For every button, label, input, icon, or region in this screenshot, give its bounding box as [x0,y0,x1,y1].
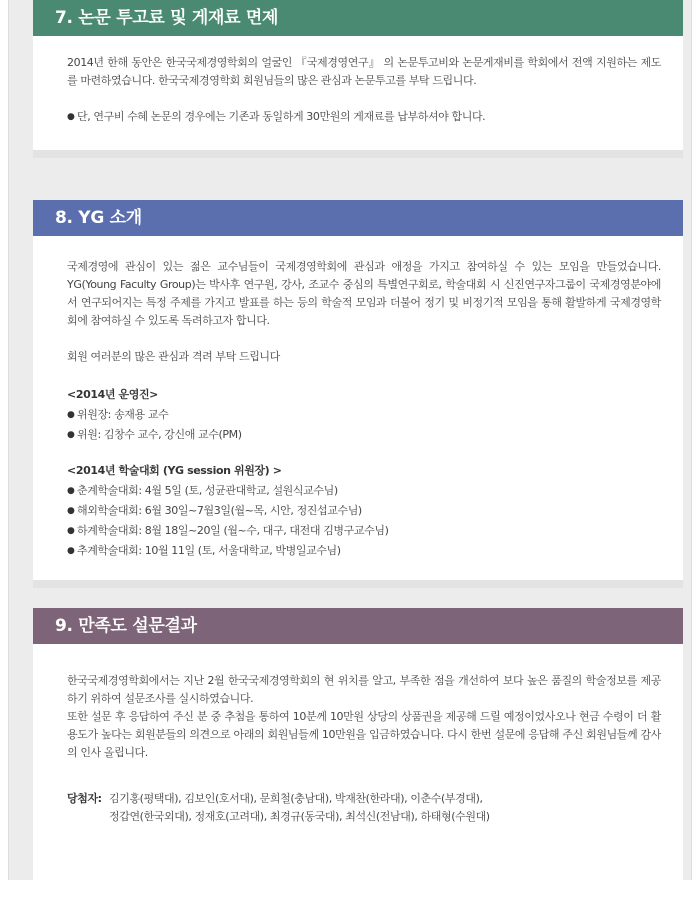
section-yg-intro [33,200,683,588]
section-survey-title: 9. 만족도 설문결과 [33,608,683,644]
newsletter-frame [8,0,692,880]
committee-item: 위원장: 송재용 교수 [77,408,169,421]
section-survey-results [33,608,683,898]
yg-paragraph: 국제경영에 관심이 있는 젊은 교수님들이 국제경영학회에 관심과 애정을 가지고 참여하실 수 있는 모임을 만들었습니다. YG(Young Faculty Group)는 박사후 연구원, 강사, 조교수 중심의 특별연구회로, 학술대회 시 신진연구자그룹이 국제경영분야에서 연구되어지는 특정 주제를 가지고 발표를 하는 등의 학술적 모임과 더불어 정기 및 비정기적 모임을 통해 활발하게 국제경영학회에 참여하실 수 있도록 독려하고자 합니다. [67,260,661,327]
winners-line: 정갑연(한국외대), 정재호(고려대), 최경규(동국대), 최석신(전남대), 하태형(수원대) [109,810,490,823]
list-item [67,522,661,540]
fee-waiver-paragraph: 2014년 한해 동안은 한국국제경영학회의 얼굴인 『국제경영연구』 의 논문투고비와 논문게재비를 학회에서 전액 지원하는 제도를 마련하였습니다. 한국국제경영학회 회원님들의 많은 관심과 논문투고를 부탁 드립니다. [67,56,661,87]
committee-item: 위원: 김창수 교수, 강신애 교수(PM) [77,428,242,441]
bullet-icon: ● [67,546,75,556]
survey-paragraph-2: 또한 설문 후 응답하여 주신 분 중 추첨을 통하여 10분께 10만원 상당의 상품권을 제공해 드릴 예정이었사오나 현금 수령이 더 활용도가 높다는 회원분들의 의견으로 아래의 회원님들께 10만원을 입금하였습니다. 다시 한번 설문에 응답해 주신 회원님들께 감사의 인사 올립니다. [67,710,661,759]
yg-committee-heading: <2014년 운영진> [67,388,158,401]
yg-request: 회원 여러분의 많은 관심과 격려 부탁 드립니다 [67,350,280,363]
section-survey-body [33,644,683,826]
section-fee-waiver-title: 7. 논문 투고료 및 게재료 면제 [33,0,683,36]
list-item [67,406,661,424]
section-fee-waiver [33,0,683,158]
conference-item: 추계학술대회: 10월 11일 (토, 서울대학교, 박병일교수님) [77,544,341,557]
winners-line: 김기홍(평택대), 김보인(호서대), 문희철(충남대), 박재찬(한라대), 이춘수(부경대), [109,792,483,805]
bullet-icon: ● [67,430,75,440]
bullet-icon: ● [67,486,75,496]
winners-label: 당첨자: [67,792,102,805]
section-yg-title: 8. YG 소개 [33,200,683,236]
survey-paragraph-1: 한국국제경영학회에서는 지난 2월 한국국제경영학회의 현 위치를 알고, 부족한 점을 개선하여 보다 높은 품질의 학술정보를 제공하기 위하여 설문조사를 실시하였습니다. [67,674,661,705]
bullet-icon: ● [67,506,75,516]
conference-item: 해외학술대회: 6월 30일~7월3일(월~목, 시안, 정진섭교수님) [77,504,362,517]
bullet-icon: ● [67,112,75,122]
fee-waiver-note [67,108,661,126]
list-item [67,426,661,444]
conference-item: 하계학술대회: 8월 18일~20일 (월~수, 대구, 대전대 김병구교수님) [77,524,389,537]
conference-item: 춘계학술대회: 4월 5일 (토, 성균관대학교, 설원식교수님) [77,484,338,497]
bullet-icon: ● [67,410,75,420]
list-item [67,482,661,500]
list-item [67,502,661,520]
winners-list [67,790,661,826]
section-fee-waiver-body [33,36,683,126]
yg-conference-heading: <2014년 학술대회 (YG session 위원장) > [67,464,282,477]
section-yg-body [33,236,683,560]
fee-waiver-note-text: 단, 연구비 수혜 논문의 경우에는 기존과 동일하게 30만원의 게재료를 납부하셔야 합니다. [77,110,486,123]
bullet-icon: ● [67,526,75,536]
list-item [67,542,661,560]
